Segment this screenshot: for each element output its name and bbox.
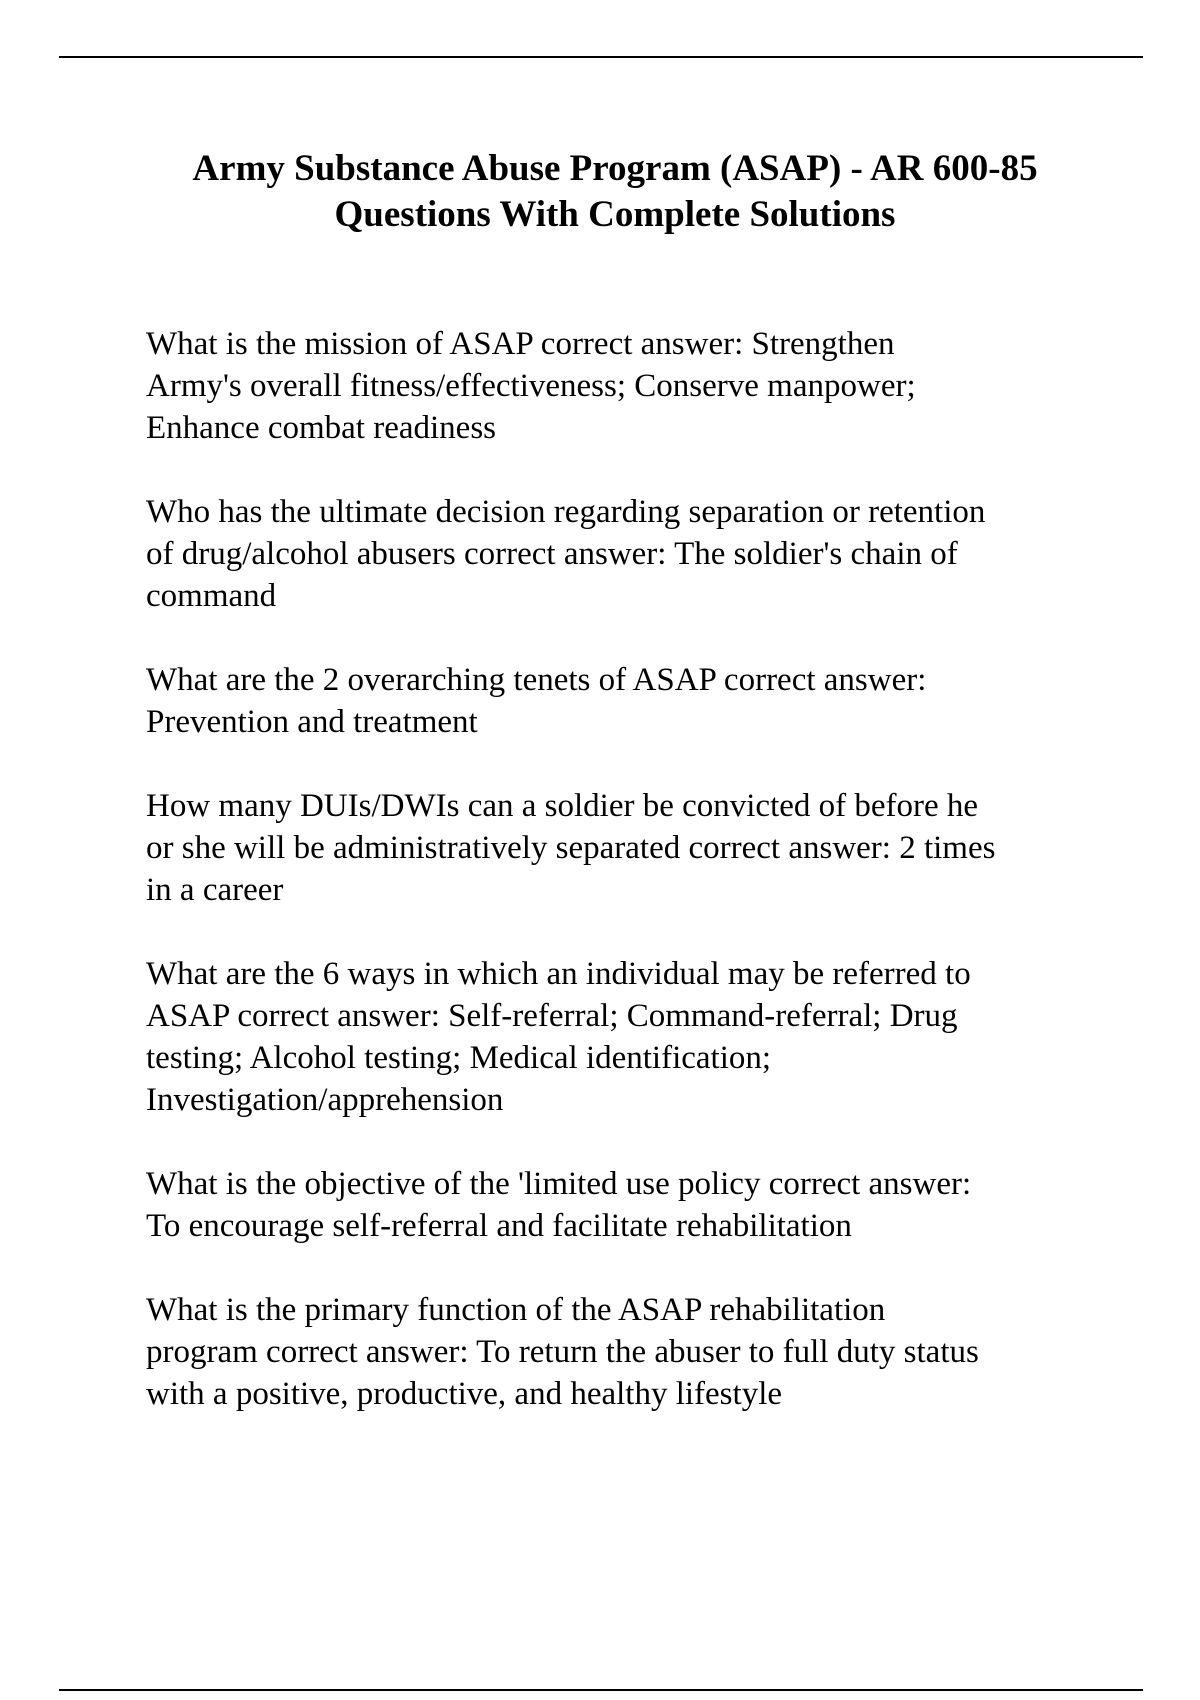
qa-item-limited-use-policy bbox=[146, 1163, 1106, 1247]
qa-line: with a positive, productive, and healthy lifestyle bbox=[146, 1376, 783, 1412]
qa-line: To encourage self-referral and facilitate rehabilitation bbox=[146, 1208, 852, 1244]
qa-item-tenets bbox=[146, 659, 1106, 743]
qa-line: ASAP correct answer: Self-referral; Command-referral; Drug bbox=[146, 998, 958, 1034]
qa-line: Army's overall fitness/effectiveness; Conserve manpower; bbox=[146, 368, 916, 404]
qa-line: What are the 2 overarching tenets of ASAP correct answer: bbox=[146, 662, 927, 698]
qa-line: testing; Alcohol testing; Medical identification; bbox=[146, 1040, 772, 1076]
qa-item-mission bbox=[146, 323, 1106, 449]
qa-line: What is the primary function of the ASAP rehabilitation bbox=[146, 1292, 886, 1328]
qa-line: What is the objective of the 'limited use policy correct answer: bbox=[146, 1166, 972, 1202]
qa-line: Who has the ultimate decision regarding separation or retention bbox=[146, 494, 986, 530]
page-title bbox=[120, 146, 1110, 238]
qa-line: command bbox=[146, 578, 277, 614]
title-line-2: Questions With Complete Solutions bbox=[334, 194, 896, 235]
title-line-1: Army Substance Abuse Program (ASAP) - AR 600-85 bbox=[192, 148, 1038, 189]
qa-line: What are the 6 ways in which an individual may be referred to bbox=[146, 956, 971, 992]
qa-line: program correct answer: To return the abuser to full duty status bbox=[146, 1334, 979, 1370]
qa-line: of drug/alcohol abusers correct answer: The soldier's chain of bbox=[146, 536, 958, 572]
bottom-divider bbox=[59, 1689, 1143, 1691]
top-divider bbox=[59, 56, 1143, 58]
qa-item-dui-dwi bbox=[146, 785, 1106, 911]
qa-line: Prevention and treatment bbox=[146, 704, 478, 740]
qa-line: What is the mission of ASAP correct answer: Strengthen bbox=[146, 326, 895, 362]
qa-list bbox=[146, 323, 1106, 1457]
qa-item-rehabilitation-function bbox=[146, 1289, 1106, 1415]
qa-line: or she will be administratively separated correct answer: 2 times bbox=[146, 830, 996, 866]
qa-line: Enhance combat readiness bbox=[146, 410, 497, 446]
qa-line: Investigation/apprehension bbox=[146, 1082, 504, 1118]
qa-item-referral-ways bbox=[146, 953, 1106, 1121]
qa-item-ultimate-decision bbox=[146, 491, 1106, 617]
qa-line: How many DUIs/DWIs can a soldier be convicted of before he bbox=[146, 788, 979, 824]
qa-line: in a career bbox=[146, 872, 284, 908]
